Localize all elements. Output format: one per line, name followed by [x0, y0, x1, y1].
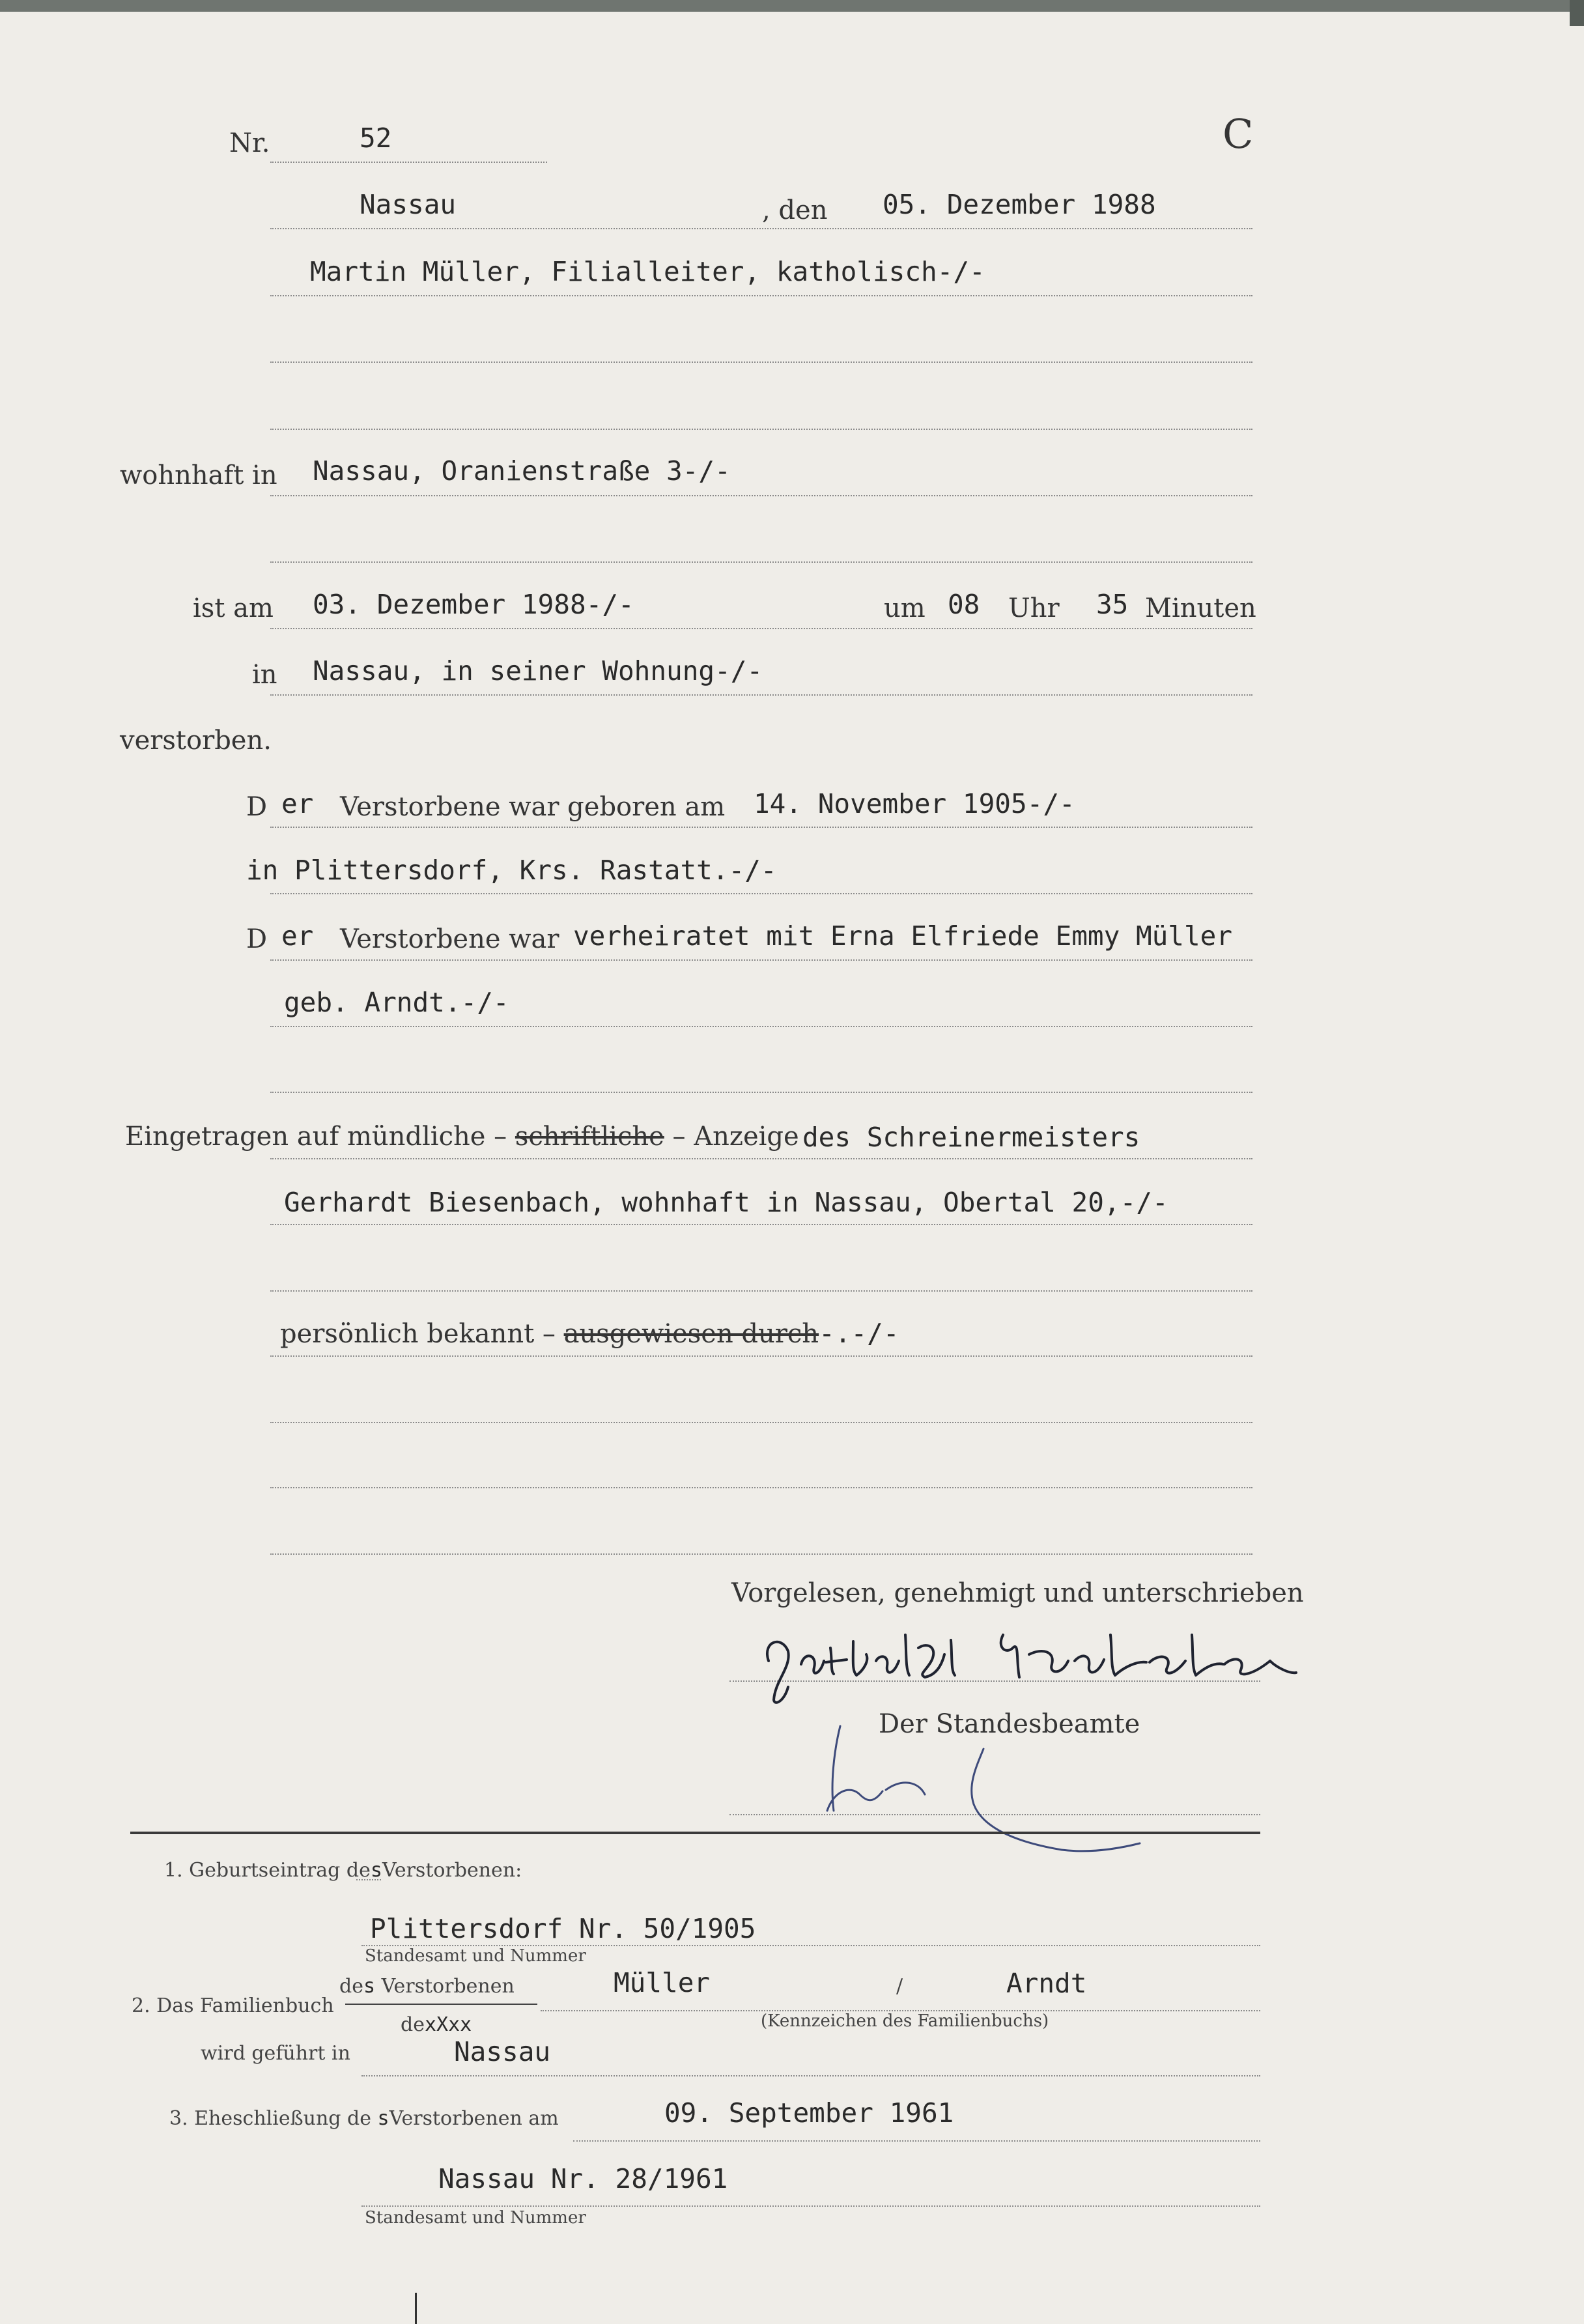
- f2-slash: /: [896, 1975, 903, 1998]
- born-label: Verstorbene war geboren am: [340, 792, 726, 822]
- in-label: in: [252, 660, 277, 690]
- anzeige-text: – Anzeige: [672, 1122, 799, 1152]
- bekannt-text: persönlich bekannt –: [280, 1319, 564, 1349]
- uhr-label: Uhr: [1008, 593, 1060, 623]
- ist-am-label: ist am: [193, 593, 274, 623]
- line-f2-place: [361, 2075, 1260, 2076]
- f2-gefuehrt: wird geführt in: [201, 2042, 350, 2065]
- line-blank-2: [270, 1487, 1252, 1488]
- line-marital: [270, 959, 1252, 961]
- death-date: 03. Dezember 1988-/-: [313, 589, 634, 620]
- form-letter: C: [1223, 110, 1254, 158]
- f2-name1: Müller: [614, 1967, 711, 1998]
- line-f3-date: [573, 2140, 1260, 2142]
- marital: verheiratet mit Erna Elfriede Emmy Müller: [573, 920, 1233, 952]
- f3-label: [169, 2109, 559, 2129]
- line-marital-3: [270, 1092, 1252, 1093]
- nr-value: 52: [360, 122, 392, 154]
- f2-der: [401, 2015, 472, 2035]
- f2-der-text: de: [401, 2013, 425, 2036]
- line-birth-place: [270, 893, 1252, 894]
- er-1: er: [281, 788, 314, 819]
- line-blank-1: [270, 1422, 1252, 1423]
- standesbeamte-label: Der Standesbeamte: [879, 1709, 1140, 1739]
- line-death-date: [270, 628, 1252, 629]
- d-prefix-1: D: [246, 792, 268, 822]
- f1-label: [164, 1861, 522, 1880]
- scan-top-edge: [0, 0, 1584, 12]
- eingetragen-label: [125, 1124, 799, 1150]
- minuten-label: Minuten: [1145, 593, 1256, 623]
- scan-corner-edge: [1570, 0, 1584, 26]
- wohnhaft-label: wohnhaft in: [120, 461, 277, 490]
- f2-underline: [345, 2004, 537, 2005]
- line-informant-3: [270, 1290, 1252, 1292]
- birth-date: 14. November 1905-/-: [754, 788, 1075, 819]
- line-address: [270, 495, 1252, 496]
- eingetragen-text: Eingetragen auf mündliche –: [125, 1122, 507, 1152]
- hour: 08: [948, 589, 980, 620]
- line-informant: [270, 1158, 1252, 1159]
- f2-x: xXxx: [424, 2013, 472, 2036]
- line-death-place: [270, 694, 1252, 696]
- line-person: [270, 295, 1252, 296]
- f2-kennzeichen: (Kennzeichen des Familienbuchs): [761, 2011, 1049, 2031]
- place: Nassau: [360, 189, 457, 220]
- f1-label-text: 1. Geburtseintrag de: [164, 1859, 371, 1882]
- date: 05. Dezember 1988: [883, 189, 1156, 220]
- death-place: Nassau, in seiner Wohnung-/-: [313, 655, 763, 687]
- standesamt-nummer-2: Standesamt und Nummer: [365, 2208, 586, 2228]
- verstorben-label: verstorben.: [120, 726, 272, 756]
- f2-verst: Verstorbenen: [381, 1975, 515, 1998]
- f2-de: [339, 1977, 515, 1996]
- bekannt-label: [280, 1320, 899, 1347]
- line-informant-2: [270, 1224, 1252, 1225]
- line-nr: [270, 162, 547, 163]
- line-marital-2: [270, 1026, 1252, 1027]
- birth-place: in Plittersdorf, Krs. Rastatt.-/-: [246, 855, 777, 886]
- address: Nassau, Oranienstraße 3-/-: [313, 455, 731, 487]
- war-label: Verstorbene war: [340, 924, 559, 954]
- minutes: 35: [1096, 589, 1129, 620]
- line-blank-3: [270, 1553, 1252, 1555]
- um-label: um: [884, 593, 926, 623]
- bekannt-tail: -.-/-: [819, 1318, 899, 1349]
- nr-label: Nr.: [229, 128, 270, 158]
- f3-label-text: 3. Eheschließung de: [169, 2107, 371, 2130]
- standesamt-nummer-1: Standesamt und Nummer: [365, 1946, 586, 1966]
- line-address-2: [270, 561, 1252, 563]
- official-signature: [788, 1709, 1153, 1869]
- line-person-3: [270, 429, 1252, 430]
- f2-label: 2. Das Familienbuch: [132, 1994, 334, 2017]
- d-prefix-2: D: [246, 924, 268, 954]
- f1-value: Plittersdorf Nr. 50/1905: [370, 1913, 756, 1944]
- informant-signature: [756, 1615, 1309, 1713]
- vorgelesen-label: Vorgelesen, genehmigt und unterschrieben: [731, 1578, 1304, 1608]
- line-person-2: [270, 361, 1252, 363]
- schriftliche-struck: schriftliche: [515, 1122, 664, 1152]
- f3-tail: Verstorbenen am: [389, 2107, 559, 2130]
- f3-s: s: [377, 2107, 389, 2130]
- f3-value: Nassau Nr. 28/1961: [438, 2163, 728, 2194]
- den-label: , den: [762, 195, 828, 225]
- f2-s: s: [363, 1975, 376, 1998]
- f1-s: s: [370, 1859, 382, 1882]
- line-place-date: [270, 228, 1252, 229]
- binding-mark: [415, 2293, 417, 2324]
- informant: des Schreinermeisters: [802, 1122, 1140, 1153]
- section-divider: [130, 1832, 1260, 1834]
- f2-de-text: de: [339, 1975, 363, 1998]
- informant-2: Gerhardt Biesenbach, wohnhaft in Nassau, Obertal 20,-/-: [284, 1187, 1168, 1218]
- line-bekannt: [270, 1355, 1252, 1357]
- f1-tail: Verstorbenen:: [382, 1859, 522, 1882]
- line-f1-s: [356, 1879, 381, 1880]
- marital-2: geb. Arndt.-/-: [284, 987, 509, 1018]
- line-f3-value: [361, 2205, 1260, 2207]
- f2-name2: Arndt: [1006, 1968, 1087, 1999]
- ausgewiesen-struck: ausgewiesen durch: [563, 1319, 819, 1349]
- person: Martin Müller, Filialleiter, katholisch-/-: [310, 256, 985, 287]
- er-2: er: [281, 920, 314, 952]
- line-birth-date: [270, 827, 1252, 828]
- f2-place: Nassau: [454, 2036, 551, 2067]
- f3-date: 09. September 1961: [664, 2097, 954, 2129]
